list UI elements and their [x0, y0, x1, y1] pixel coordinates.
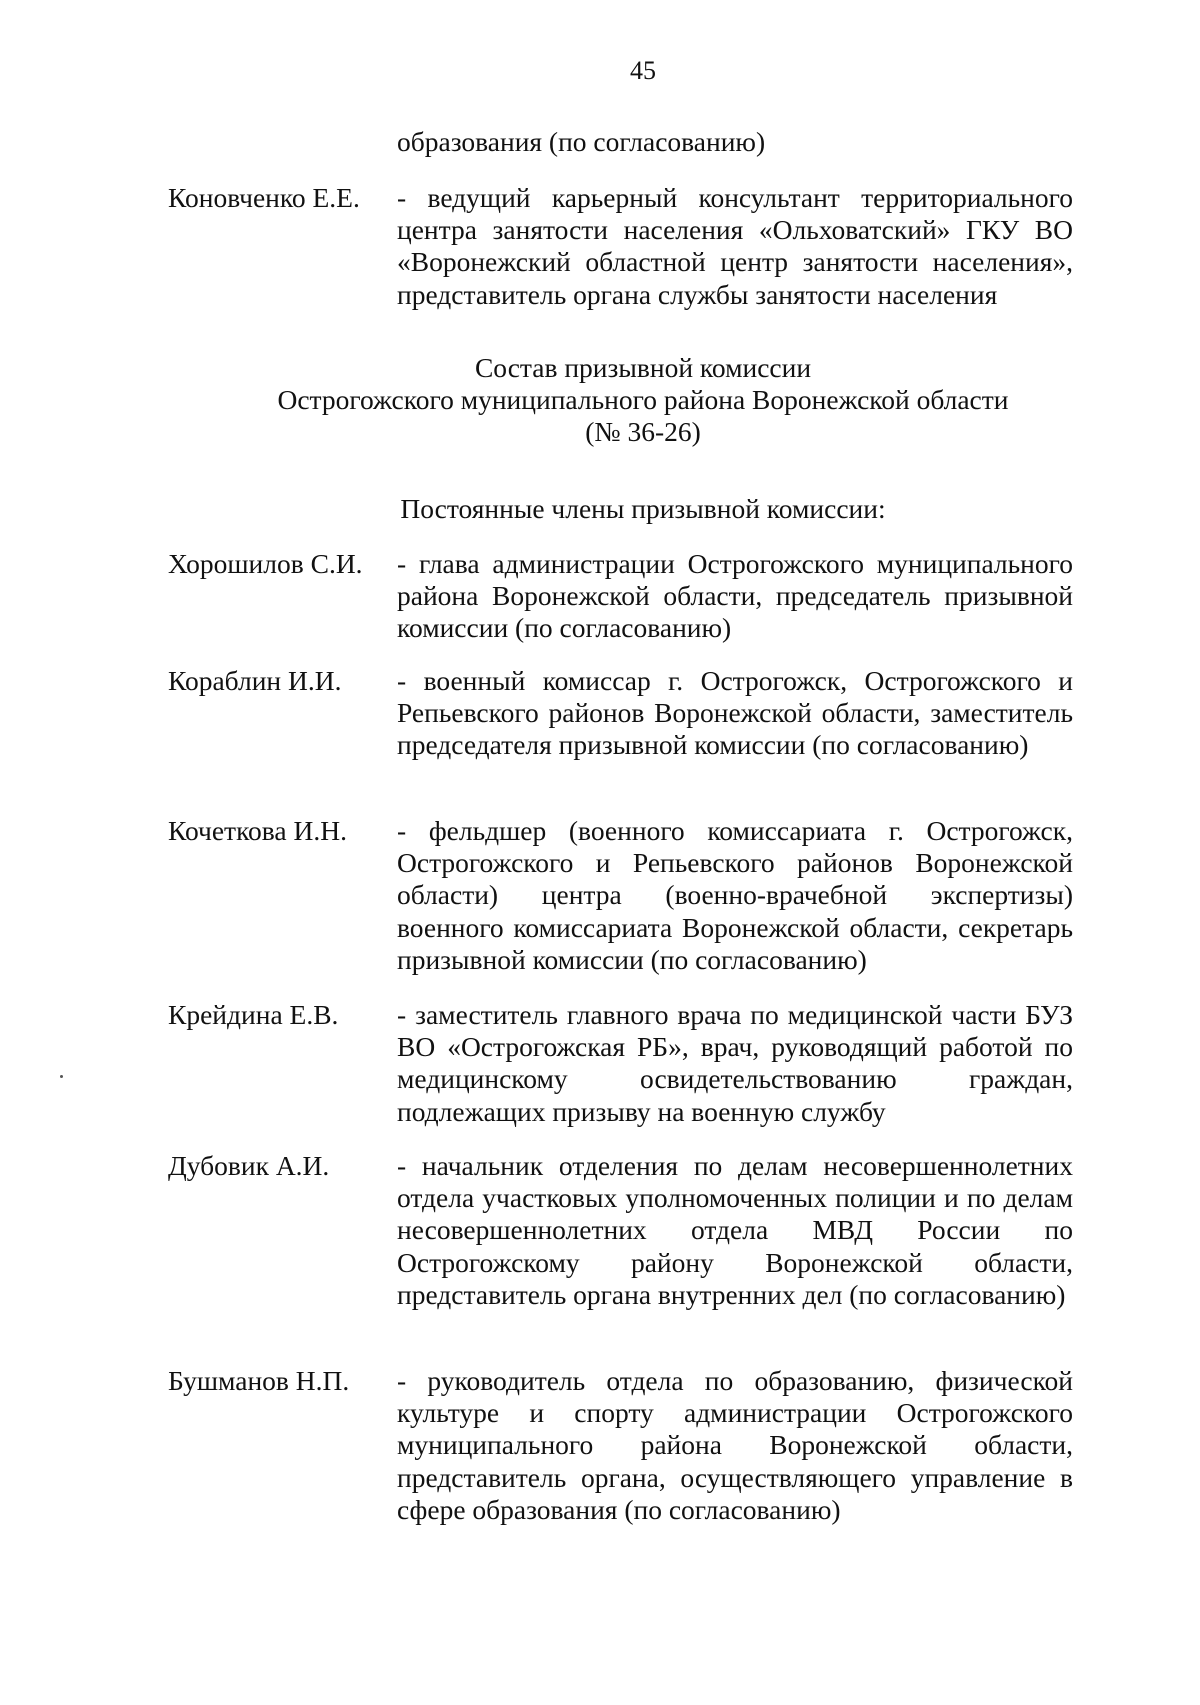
member-description: - глава администрации Острогожского муниципального района Воронежской области, председатель призывной комиссии (по согласованию): [397, 548, 1073, 644]
entry-description: - ведущий карьерный консультант территориального центра занятости населения «Ольховатский» ГКУ ВО «Воронежский областной центр занятости населения», представитель органа службы занятости населения: [397, 182, 1073, 310]
member-description: - руководитель отдела по образованию, физической культуре и спорту администрации Острогожского муниципального района Воронежской области, представитель органа, осуществляющего управление в сфере образования (по согласованию): [397, 1365, 1073, 1525]
scan-speck: [60, 1075, 63, 1078]
member-description: - заместитель главного врача по медицинской части БУЗ ВО «Острогожская РБ», врач, руководящий работой по медицинскому освидетельствованию граждан, подлежащих призыву на военную службу: [397, 999, 1073, 1127]
section-title-line1: Состав призывной комиссии: [474, 352, 812, 383]
member-name: Кочеткова И.Н.: [168, 815, 347, 846]
page-number: 45: [630, 56, 656, 85]
section-title-line3: (№ 36-26): [585, 416, 701, 447]
member-description: - фельдшер (военного комиссариата г. Острогожск, Острогожского и Репьевского районов Воронежской области) центра (военно-врачебной экспертизы) военного комиссариата Воронежской области, секретарь призывной комиссии (по согласованию): [397, 815, 1073, 975]
member-name: Дубовик А.И.: [168, 1150, 330, 1181]
member-name: Крейдина Е.В.: [168, 999, 339, 1030]
section-subtitle: Постоянные члены призывной комиссии:: [400, 493, 886, 524]
continuation-text: образования (по согласованию): [397, 126, 766, 157]
member-name: Бушманов Н.П.: [168, 1365, 350, 1396]
member-name: Кораблин И.И.: [168, 665, 342, 696]
member-name: Хорошилов С.И.: [168, 548, 363, 579]
entry-name: Коновченко Е.Е.: [168, 182, 360, 213]
member-description: - военный комиссар г. Острогожск, Острогожского и Репьевского районов Воронежской области, заместитель председателя призывной комиссии (по согласованию): [397, 665, 1073, 761]
section-title-line2: Острогожского муниципального района Воронежской области: [277, 384, 1009, 415]
member-description: - начальник отделения по делам несовершеннолетних отдела участковых уполномоченных полиции и по делам несовершеннолетних отдела МВД России по Острогожскому району Воронежской области, представитель органа внутренних дел (по согласованию): [397, 1150, 1073, 1310]
